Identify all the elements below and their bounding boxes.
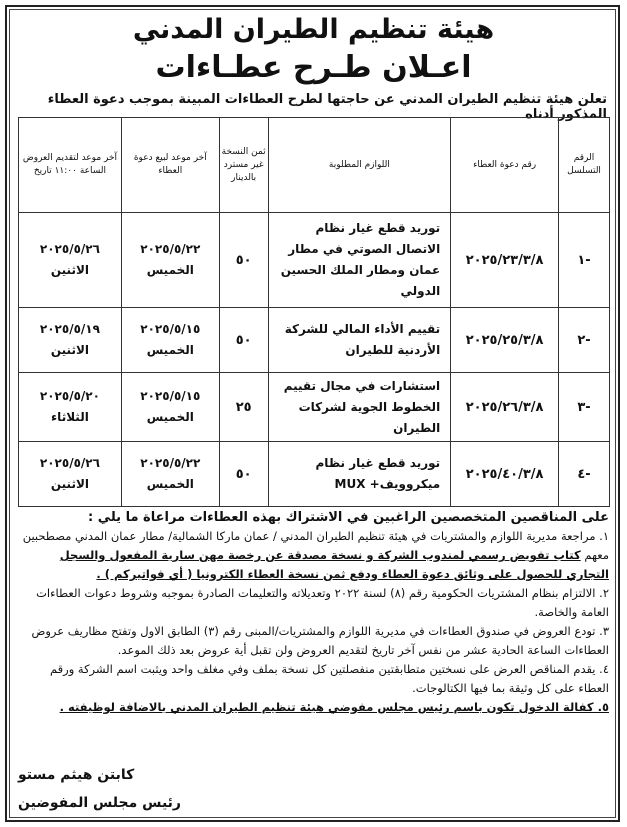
sale-day: الخميس bbox=[146, 410, 194, 424]
header-serial: الرقم التسلسل bbox=[559, 118, 610, 213]
sale-date: ٢٠٢٥/٥/١٥ bbox=[140, 322, 201, 336]
cell-price: ٥٠ bbox=[219, 442, 268, 507]
conditions-section bbox=[18, 508, 609, 717]
condition-2: ٢. الالتزام بنظام المشتريات الحكومية رقم (٨) لسنة ٢٠٢٢ وتعديلاته والتعليمات الصادرة بموجبه وشروط دعوات العطاءات العامة والخاصة. bbox=[36, 586, 609, 619]
header-submit-deadline: آخر موعد لتقديم العروض الساعة ١١:٠٠ تاريخ bbox=[19, 118, 122, 213]
submit-day: الاثنين bbox=[50, 477, 90, 491]
condition-1 bbox=[18, 527, 609, 584]
intro-text: تعلن هيئة تنظيم الطيران المدني عن حاجتها لطرح العطاءات المبينة بموجب دعوة العطاء المذكور أدناه bbox=[47, 92, 607, 122]
condition-3: ٣. تودع العروض في صندوق العطاءات في مديرية اللوازم والمشتريات/المبنى رقم (٣) الطابق الاول وتفتح مظاريف عروض العطاءات الساعة الحادية عشر من نفس آخر تاريخ لتقديم العروض ولن تقبل أية عروض بعد ذلك الموعد. bbox=[31, 624, 609, 657]
header-tender-no: رقم دعوة العطاء bbox=[451, 118, 559, 213]
header-sale-deadline: آخر موعد لبيع دعوة العطاء bbox=[121, 118, 219, 213]
cell-tender-no: ٢٠٢٥/٤٠/٣/٨ bbox=[451, 442, 559, 507]
submit-date: ٢٠٢٥/٥/١٩ bbox=[39, 322, 100, 336]
cell-tender-no: ٢٠٢٥/٢٥/٣/٨ bbox=[451, 308, 559, 373]
header-items: اللوازم المطلوبة bbox=[268, 118, 451, 213]
org-name: هيئة تنظيم الطيران المدني bbox=[132, 14, 495, 45]
cell-serial: -٢ bbox=[559, 308, 610, 373]
submit-date: ٢٠٢٥/٥/٢٦ bbox=[39, 456, 100, 470]
cell-items: توريد قطع غيار نظام الاتصال الصوتي في مطار عمان ومطار الملك الحسين الدولي bbox=[268, 213, 451, 308]
cell-serial: -٣ bbox=[559, 373, 610, 442]
cell-price: ٥٠ bbox=[219, 308, 268, 373]
submit-date: ٢٠٢٥/٥/٢٠ bbox=[39, 389, 100, 403]
table-row bbox=[19, 213, 610, 308]
cell-sale-deadline bbox=[121, 308, 219, 373]
condition-1-emphasis: كتاب تفويض رسمي لمندوب الشركة و نسخة مصدقة عن رخصة مهن سارية المفعول والسجل التجاري للحصول على وثائق دعوة العطاء ودفع ثمن نسخة العطاء الكترونيا ( أي فواتيركم ) . bbox=[59, 548, 609, 581]
cell-sale-deadline bbox=[121, 442, 219, 507]
ad-title: اعـلان طـرح عطـاءات bbox=[155, 50, 472, 85]
conditions-heading: على المناقصين المتخصصين الراغبين في الاشتراك بهذه العطاءات مراعاة ما يلي : bbox=[88, 510, 609, 525]
cell-serial: -٤ bbox=[559, 442, 610, 507]
cell-price: ٥٠ bbox=[219, 213, 268, 308]
cell-submit-deadline bbox=[19, 442, 122, 507]
sale-date: ٢٠٢٥/٥/٢٢ bbox=[140, 242, 201, 256]
submit-day: الاثنين bbox=[50, 343, 90, 357]
cell-sale-deadline bbox=[121, 213, 219, 308]
cell-submit-deadline bbox=[19, 213, 122, 308]
condition-4: ٤. يقدم المناقص العرض على نسختين متطابقتين منفصلتين كل نسخة بملف وفي مغلف واحد ويثبت اسم الشركة ورقم العطاء على كل وثيقة بما فيها الكتالوجات. bbox=[49, 662, 609, 695]
cell-items: توريد قطع غيار نظام ميكروويف+ MUX bbox=[268, 442, 451, 507]
cell-items: تقييم الأداء المالي للشركة الأردنية للطيران bbox=[268, 308, 451, 373]
cell-tender-no: ٢٠٢٥/٢٦/٣/٨ bbox=[451, 373, 559, 442]
cell-tender-no: ٢٠٢٥/٢٣/٣/٨ bbox=[451, 213, 559, 308]
cell-submit-deadline bbox=[19, 308, 122, 373]
condition-5: ٥. كفالة الدخول تكون باسم رئيس مجلس مفوضي هيئة تنظيم الطيران المدني بالاضافة لوظيفته . bbox=[59, 700, 609, 714]
cell-items: استشارات في مجال تقييم الخطوط الجوية لشركات الطيران bbox=[268, 373, 451, 442]
table-row bbox=[19, 308, 610, 373]
table-row bbox=[19, 442, 610, 507]
submit-day: الثلاثاء bbox=[51, 410, 89, 424]
sale-day: الخميس bbox=[146, 477, 194, 491]
header-price: ثمن النسخة غير مسترد بالدينار bbox=[219, 118, 268, 213]
sale-date: ٢٠٢٥/٥/١٥ bbox=[140, 389, 201, 403]
cell-submit-deadline bbox=[19, 373, 122, 442]
sale-day: الخميس bbox=[146, 343, 194, 357]
signatory-name: كابتن هيثم مستو bbox=[18, 767, 135, 783]
table-row bbox=[19, 373, 610, 442]
table-header-row bbox=[19, 118, 610, 213]
cell-serial: -١ bbox=[559, 213, 610, 308]
signatory-role: رئيس مجلس المفوضين bbox=[18, 795, 181, 811]
cell-price: ٢٥ bbox=[219, 373, 268, 442]
sale-date: ٢٠٢٥/٥/٢٢ bbox=[140, 456, 201, 470]
tenders-table bbox=[18, 117, 610, 507]
submit-day: الاثنين bbox=[50, 263, 90, 277]
condition-1-text: ١. مراجعة مديرية اللوازم والمشتريات في هيئة تنظيم الطيران المدني / عمان ماركا الشمالية/ مطار عمان المدني مصطحبين معهم bbox=[22, 529, 609, 562]
sale-day: الخميس bbox=[146, 263, 194, 277]
submit-date: ٢٠٢٥/٥/٢٦ bbox=[39, 242, 100, 256]
cell-sale-deadline bbox=[121, 373, 219, 442]
